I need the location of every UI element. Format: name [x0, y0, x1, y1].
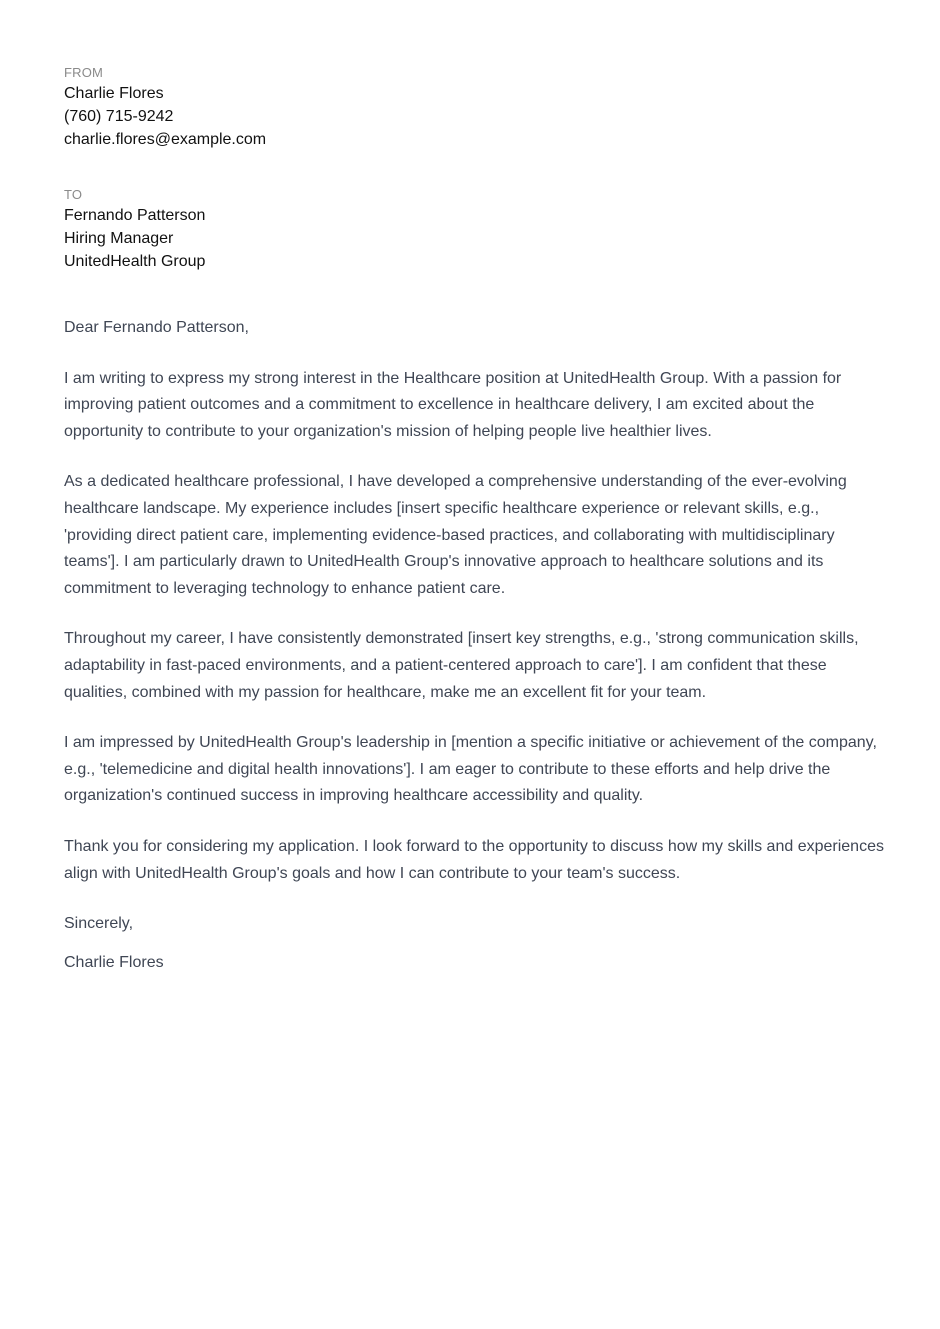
cover-letter [64, 64, 890, 976]
closing: Sincerely, [64, 915, 134, 933]
letter-body [64, 315, 890, 976]
recipient-title: Hiring Manager [64, 230, 174, 247]
paragraph-2: As a dedicated healthcare professional, I have developed a comprehensive understanding of the ever-evolving healthcare landscape. My experience includes [insert specific healthcare experience or relevant skills, e.g., 'providing direct patient care, implementing evidence-based practices, and collaborating with multidisciplinary teams']. I am particularly drawn to UnitedHealth Group's innovative approach to healthcare solutions and its commitment to leveraging technology to enhance patient care. [64, 473, 847, 597]
paragraph-1: I am writing to express my strong interest in the Healthcare position at UnitedHealth Group. With a passion for improving patient outcomes and a commitment to excellence in healthcare delivery, I am excited about the opportunity to contribute to your organization's mission of helping people live healthier lives. [64, 369, 842, 440]
recipient-company: UnitedHealth Group [64, 253, 206, 270]
sender-name: Charlie Flores [64, 85, 164, 102]
sender-block [64, 64, 890, 151]
paragraph-3: Throughout my career, I have consistently demonstrated [insert key strengths, e.g., 'strong communication skills, adaptability in fast-paced environments, and a patient-centered approach to care']. I am confident that these qualities, combined with my passion for healthcare, make me an excellent fit for your team. [64, 630, 859, 701]
sender-phone: (760) 715-9242 [64, 108, 174, 125]
recipient-name: Fernando Patterson [64, 207, 206, 224]
paragraph-5: Thank you for considering my application. I look forward to the opportunity to discuss how my skills and experiences align with UnitedHealth Group's goals and how I can contribute to your team's success. [64, 837, 884, 882]
recipient-block [64, 186, 890, 273]
paragraph-4: I am impressed by UnitedHealth Group's leadership in [mention a specific initiative or achievement of the company, e.g., 'telemedicine and digital health innovations']. I am eager to contribute to these efforts and help drive the organization's continued success in improving healthcare accessibility and quality. [64, 734, 877, 805]
sender-email: charlie.flores@example.com [64, 131, 267, 148]
salutation: Dear Fernando Patterson, [64, 319, 249, 336]
to-label: TO [64, 187, 83, 202]
from-label: FROM [64, 65, 104, 80]
signature: Charlie Flores [64, 953, 164, 971]
